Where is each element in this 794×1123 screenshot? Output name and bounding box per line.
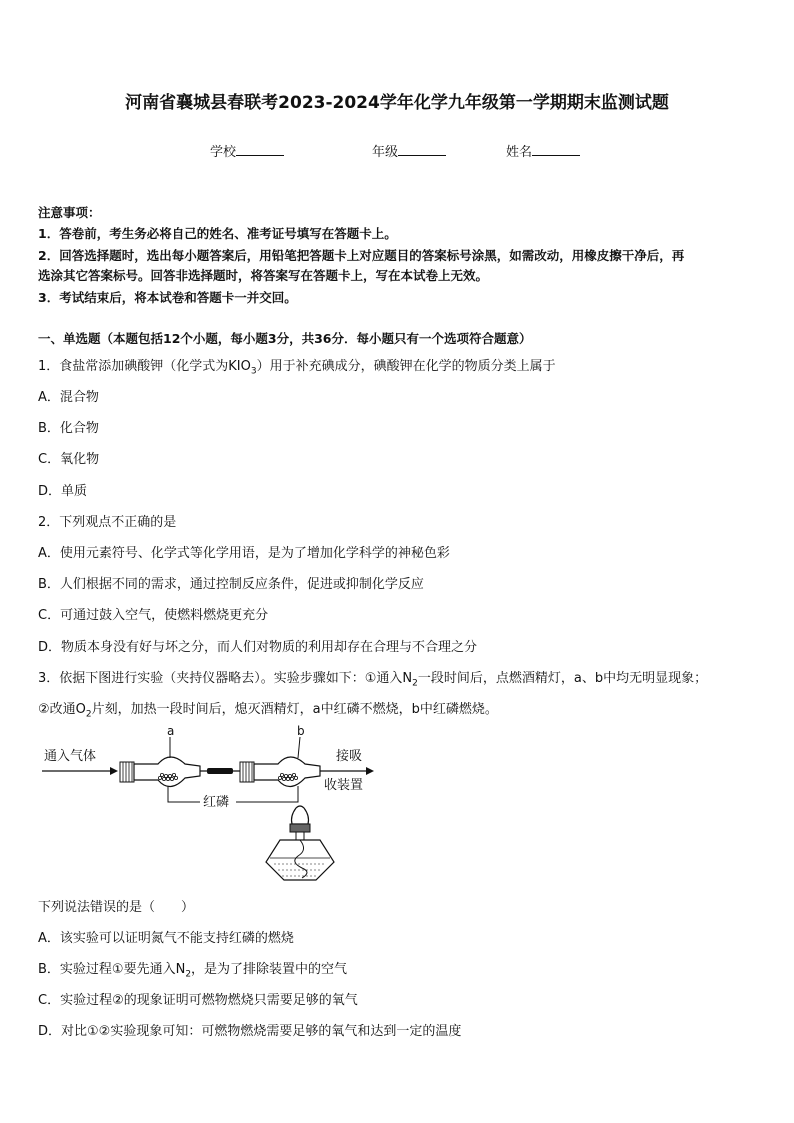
q3-line2-part-b: 片刻，加热一段时间后，熄灭酒精灯，a中红磷不燃烧，b中红磷燃烧。 xyxy=(91,702,498,717)
absorb-label-1: 接吸 xyxy=(336,749,363,764)
gas-in-arrowhead xyxy=(110,767,118,775)
q2-option-a: A．使用元素符号、化学式等化学用语，是为了增加化学科学的神秘色彩 xyxy=(38,546,450,561)
name-label: 姓名 xyxy=(506,145,533,160)
tube-a xyxy=(120,724,200,787)
label-a: a xyxy=(167,724,175,738)
name-blank xyxy=(532,143,580,156)
grade-field xyxy=(372,141,446,160)
grade-label: 年级 xyxy=(372,145,399,160)
gas-in-label: 通入气体 xyxy=(44,749,97,764)
q1-stem-part-b: ）用于补充碘成分，碘酸钾在化学的物质分类上属于 xyxy=(256,359,556,374)
q2-option-c: C．可通过鼓入空气，使燃料燃烧更充分 xyxy=(38,608,269,623)
q3-option-b-part-b: ，是为了排除装置中的空气 xyxy=(191,962,348,977)
red-p-bracket xyxy=(168,786,298,802)
q3-option-b-part-a: B．实验过程①要先通入N xyxy=(38,962,186,977)
q3-option-b-subscript: 2 xyxy=(185,969,192,980)
page-title: 河南省襄城县春联考2023-2024学年化学九年级第一学期期末监测试题 xyxy=(125,93,669,113)
q2-option-d: D．物质本身没有好与坏之分，而人们对物质的利用却存在合理与不合理之分 xyxy=(38,640,478,655)
q2-stem: 2．下列观点不正确的是 xyxy=(38,515,177,530)
note-item-2-line-2: 选涂其它答案标号。回答非选择题时，将答案写在答题卡上，写在本试卷上无效。 xyxy=(38,268,489,283)
name-field xyxy=(506,141,580,160)
q3-line2-part-a: ②改通O xyxy=(38,702,86,717)
absorb-label-2: 收装置 xyxy=(324,778,364,793)
label-b: b xyxy=(297,724,305,738)
experiment-diagram xyxy=(40,722,380,884)
red-p-label: 红磷 xyxy=(203,795,230,810)
q1-stem xyxy=(38,355,556,377)
rubber-connector xyxy=(207,768,233,774)
q3-line1-subscript: 2 xyxy=(412,678,418,689)
q1-stem-subscript: 3 xyxy=(250,366,257,377)
note-item-3: 3．考试结束后，将本试卷和答题卡一并交回。 xyxy=(38,290,297,305)
q3-question: 下列说法错误的是（ ） xyxy=(38,900,195,915)
alcohol-lamp xyxy=(266,806,334,880)
q2-option-b: B．人们根据不同的需求，通过控制反应条件，促进或抑制化学反应 xyxy=(38,577,424,592)
school-field xyxy=(210,141,284,160)
q3-option-d: D．对比①②实验现象可知：可燃物燃烧需要足够的氧气和达到一定的温度 xyxy=(38,1024,462,1039)
section-heading: 一、单选题（本题包括12个小题，每小题3分，共36分．每小题只有一个选项符合题意） xyxy=(38,331,532,346)
grade-blank xyxy=(398,143,446,156)
q3-line2-subscript: 2 xyxy=(85,709,92,720)
q1-option-a: A．混合物 xyxy=(38,390,99,405)
q3-stem-line-2 xyxy=(38,698,498,720)
note-item-1: 1．答卷前，考生务必将自己的姓名、准考证号填写在答题卡上。 xyxy=(38,226,397,241)
q3-option-c: C．实验过程②的现象证明可燃物燃烧只需要足够的氧气 xyxy=(38,993,358,1008)
outlet-arrowhead xyxy=(366,767,374,775)
school-blank xyxy=(236,143,284,156)
note-item-2-line-1: 2．回答选择题时，选出每小题答案后，用铅笔把答题卡上对应题目的答案标号涂黑，如需改动，用橡皮擦干净后，再 xyxy=(38,248,685,263)
q1-option-d: D．单质 xyxy=(38,484,88,499)
q1-stem-part-a: 1．食盐常添加碘酸钾（化学式为KIO xyxy=(38,359,251,374)
tube-b xyxy=(240,724,320,787)
q3-option-b xyxy=(38,958,347,980)
q3-option-a: A．该实验可以证明氮气不能支持红磷的燃烧 xyxy=(38,931,294,946)
q3-line1-part-b: 一段时间后，点燃酒精灯，a、b中均无明显现象； xyxy=(417,671,708,686)
q1-option-c: C．氧化物 xyxy=(38,452,100,467)
pointer-b xyxy=(298,737,300,758)
q1-option-b: B．化合物 xyxy=(38,421,99,436)
notes-heading: 注意事项： xyxy=(38,205,101,220)
q3-stem-line-1 xyxy=(38,667,707,689)
school-label: 学校 xyxy=(210,145,237,160)
q3-line1-part-a: 3．依据下图进行实验（夹持仪器略去）。实验步骤如下：①通入N xyxy=(38,671,413,686)
